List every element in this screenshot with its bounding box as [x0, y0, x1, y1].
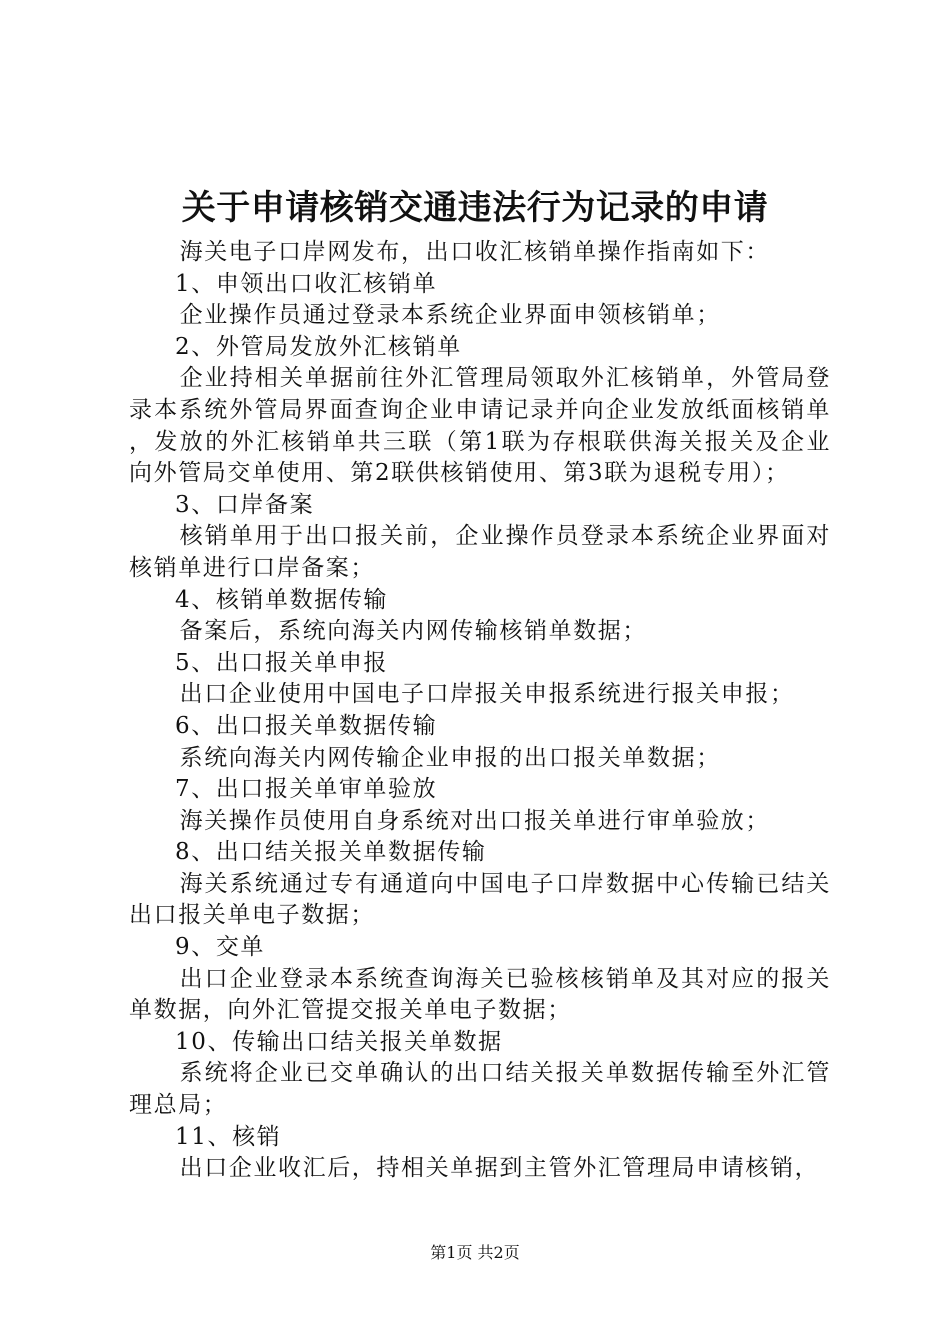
section-text-4: 备案后，系统向海关内网传输核销单数据； [179, 618, 647, 645]
document-title: 关于申请核销交通违法行为记录的申请 [181, 188, 769, 228]
section-text-10: 系统将企业已交单确认的出口结关报关单数据传输至外汇管理总局； [129, 1060, 831, 1119]
section-text-1: 企业操作员通过登录本系统企业界面申领核销单； [179, 302, 721, 329]
section-text-9: 出口企业登录本系统查询海关已验核核销单及其对应的报关单数据，向外汇管提交报关单电子数据； [129, 965, 831, 1024]
section-heading-1: 1、申领出口收汇核销单 [175, 270, 438, 297]
section-heading-3: 3、口岸备案 [175, 491, 315, 518]
section-text-2: 企业持相关单据前往外汇管理局领取外汇核销单，外管局登录本系统外管局界面查询企业申请记录并向企业发放纸面核销单，发放的外汇核销单共三联（第1联为存根联供海关报关及企业向外管局交单使用、第2联供核销使用、第3联为退税专用）； [129, 365, 831, 487]
section-heading-10: 10、传输出口结关报关单数据 [175, 1028, 503, 1055]
section-heading-7: 7、出口报关单审单验放 [175, 776, 438, 803]
section-text-11: 出口企业收汇后，持相关单据到主管外汇管理局申请核销， [179, 1155, 820, 1182]
intro-paragraph: 海关电子口岸网发布，出口收汇核销单操作指南如下： [179, 239, 770, 265]
section-heading-6: 6、出口报关单数据传输 [175, 712, 438, 739]
document-body [129, 237, 831, 1185]
section-text-6: 系统向海关内网传输企业申报的出口报关单数据； [179, 744, 721, 771]
section-text-7: 海关操作员使用自身系统对出口报关单进行审单验放； [179, 807, 770, 834]
page-footer: 第1页 共2页 [430, 1243, 520, 1262]
section-heading-11: 11、核销 [175, 1123, 282, 1150]
section-text-3: 核销单用于出口报关前，企业操作员登录本系统企业界面对核销单进行口岸备案； [129, 523, 831, 581]
section-text-8: 海关系统通过专有通道向中国电子口岸数据中心传输已结关出口报关单电子数据； [129, 870, 831, 929]
section-heading-4: 4、核销单数据传输 [175, 586, 389, 613]
section-heading-8: 8、出口结关报关单数据传输 [175, 839, 487, 866]
section-heading-2: 2、外管局发放外汇核销单 [175, 333, 462, 360]
section-text-5: 出口企业使用中国电子口岸报关申报系统进行报关申报； [179, 681, 795, 708]
section-heading-9: 9、交单 [175, 934, 266, 961]
section-heading-5: 5、出口报关单申报 [175, 649, 389, 676]
